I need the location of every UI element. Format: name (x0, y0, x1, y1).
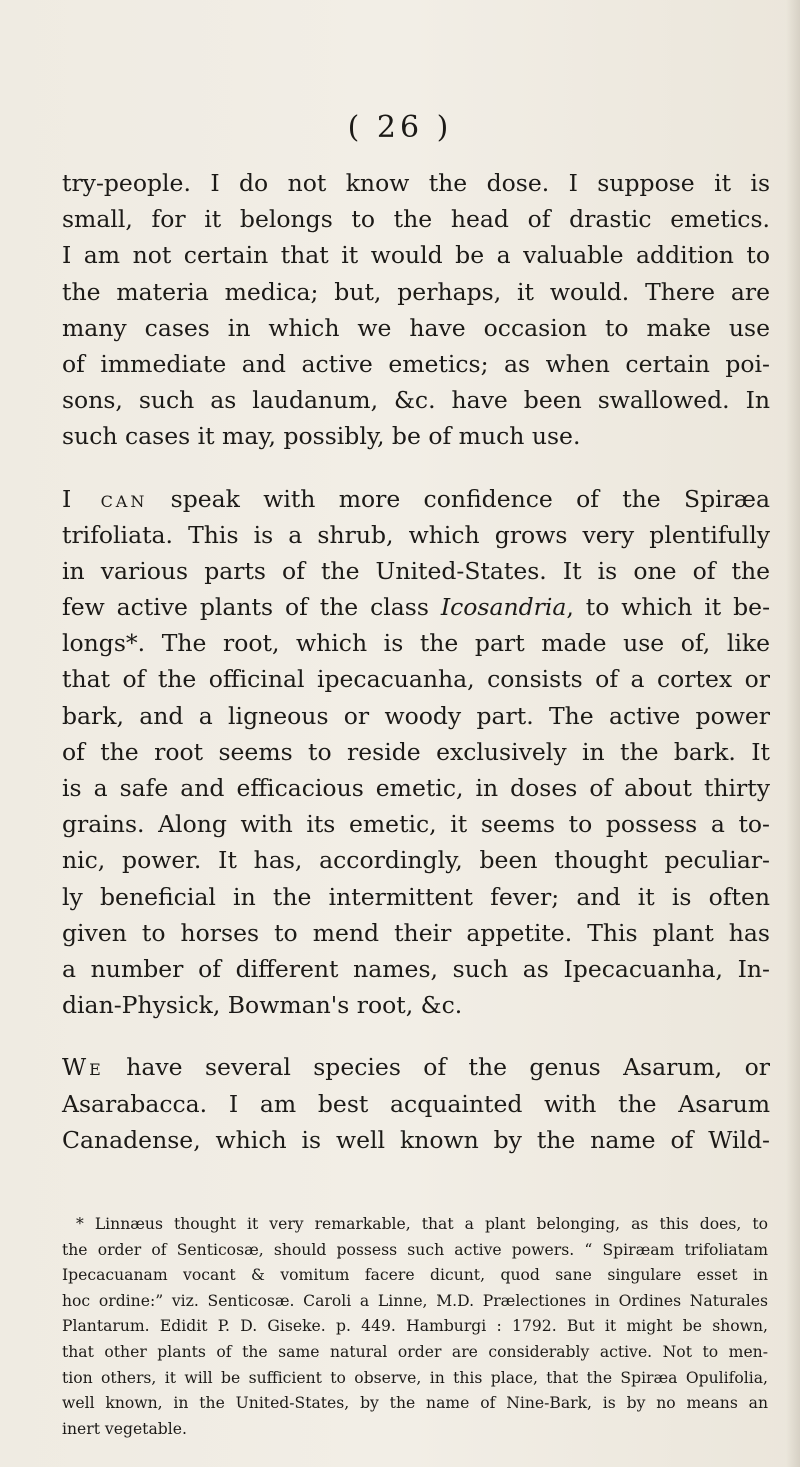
text-line (62, 481, 770, 517)
text-line: such cases it may, possibly, be of much use. (62, 422, 581, 451)
text-line: longs*. The root, which is the part made use of, like (62, 629, 770, 658)
italic-class-name: Icosandria (440, 593, 567, 622)
footnote-line: * Linnæus thought it very remarkable, that a plant belonging, as this does, to (76, 1215, 768, 1233)
paragraph-lead: I can (62, 484, 148, 513)
paragraph-gap (62, 1023, 770, 1049)
footnote (62, 1212, 768, 1442)
text-line: many cases in which we have occasion to make use (62, 313, 770, 342)
text-line: Asarabacca. I am best acquainted with the Asarum (62, 1089, 770, 1118)
text-run: , to which it be- (566, 593, 771, 622)
footnote-line: Ipecacuanam vocant & vomitum facere dicunt, quod sane singulare esset in (62, 1266, 768, 1285)
text-line: is a safe and efficacious emetic, in doses of about thirty (62, 774, 770, 802)
body-text (62, 165, 770, 1158)
page-number: ( 26 ) (347, 110, 453, 145)
text-line: sons, such as laudanum, &c. have been swallowed. In (62, 386, 770, 415)
footnote-line: well known, in the United-States, by the name of Nine-Bark, is by no means an (62, 1394, 768, 1413)
footnote-line: tion others, it will be sufficient to observe, in this place, that the Spiræa Opulifolia, (62, 1368, 768, 1387)
text-line: dian-Physick, Bowman's root, &c. (62, 991, 463, 1020)
text-line (62, 1049, 770, 1085)
text-line: ly beneficial in the intermittent fever; and it is often (62, 882, 770, 911)
text-line: the materia medica; but, perhaps, it would. There are (62, 277, 770, 306)
footnote-line: the order of Senticosæ, should possess such active powers. “ Spiræam trifoliatam (62, 1240, 768, 1259)
text-line: try-people. I do not know the dose. I suppose it is (62, 169, 770, 197)
text-line: bark, and a ligneous or woody part. The active power (62, 701, 770, 730)
text-line: trifoliata. This is a shrub, which grows very plentifully (62, 520, 770, 549)
text-line: a number of different names, such as Ipecacuanha, In- (62, 954, 770, 983)
text-line: nic, power. It has, accordingly, been thought peculiar- (62, 846, 770, 875)
text-run: speak with more confidence of the Spiræa (147, 484, 770, 513)
footnote-line: hoc ordine:” viz. Senticosæ. Caroli a Linne, M.D. Prælectiones in Ordines Naturales (62, 1291, 768, 1310)
footnote-line: Plantarum. Edidit P. D. Giseke. p. 449. Hamburgi : 1792. But it might be shown, (62, 1317, 768, 1336)
text-line: given to horses to mend their appetite. This plant has (62, 918, 770, 947)
footnote-line: that other plants of the same natural order are considerably active. Not to men- (62, 1342, 768, 1361)
text-line: Canadense, which is well known by the name of Wild- (62, 1125, 770, 1154)
text-line: of immediate and active emetics; as when certain poi- (62, 349, 770, 378)
text-line: small, for it belongs to the head of drastic emetics. (62, 205, 770, 234)
footnote-line: inert vegetable. (62, 1419, 187, 1438)
text-run: have several species of the genus Asarum, or (103, 1053, 770, 1082)
text-line (62, 589, 770, 625)
text-line: that of the officinal ipecacuanha, consists of a cortex or (62, 665, 770, 694)
text-line: grains. Along with its emetic, it seems to possess a to- (62, 810, 770, 839)
text-line: I am not certain that it would be a valuable addition to (62, 241, 770, 270)
text-run: few active plants of the class (62, 593, 441, 622)
page-edge-shadow (786, 0, 800, 1467)
text-line: of the root seems to reside exclusively in the bark. It (62, 737, 770, 766)
text-line: in various parts of the United-States. It is one of the (62, 556, 770, 585)
paragraph-lead: We (62, 1053, 104, 1082)
paragraph-gap (62, 455, 770, 481)
